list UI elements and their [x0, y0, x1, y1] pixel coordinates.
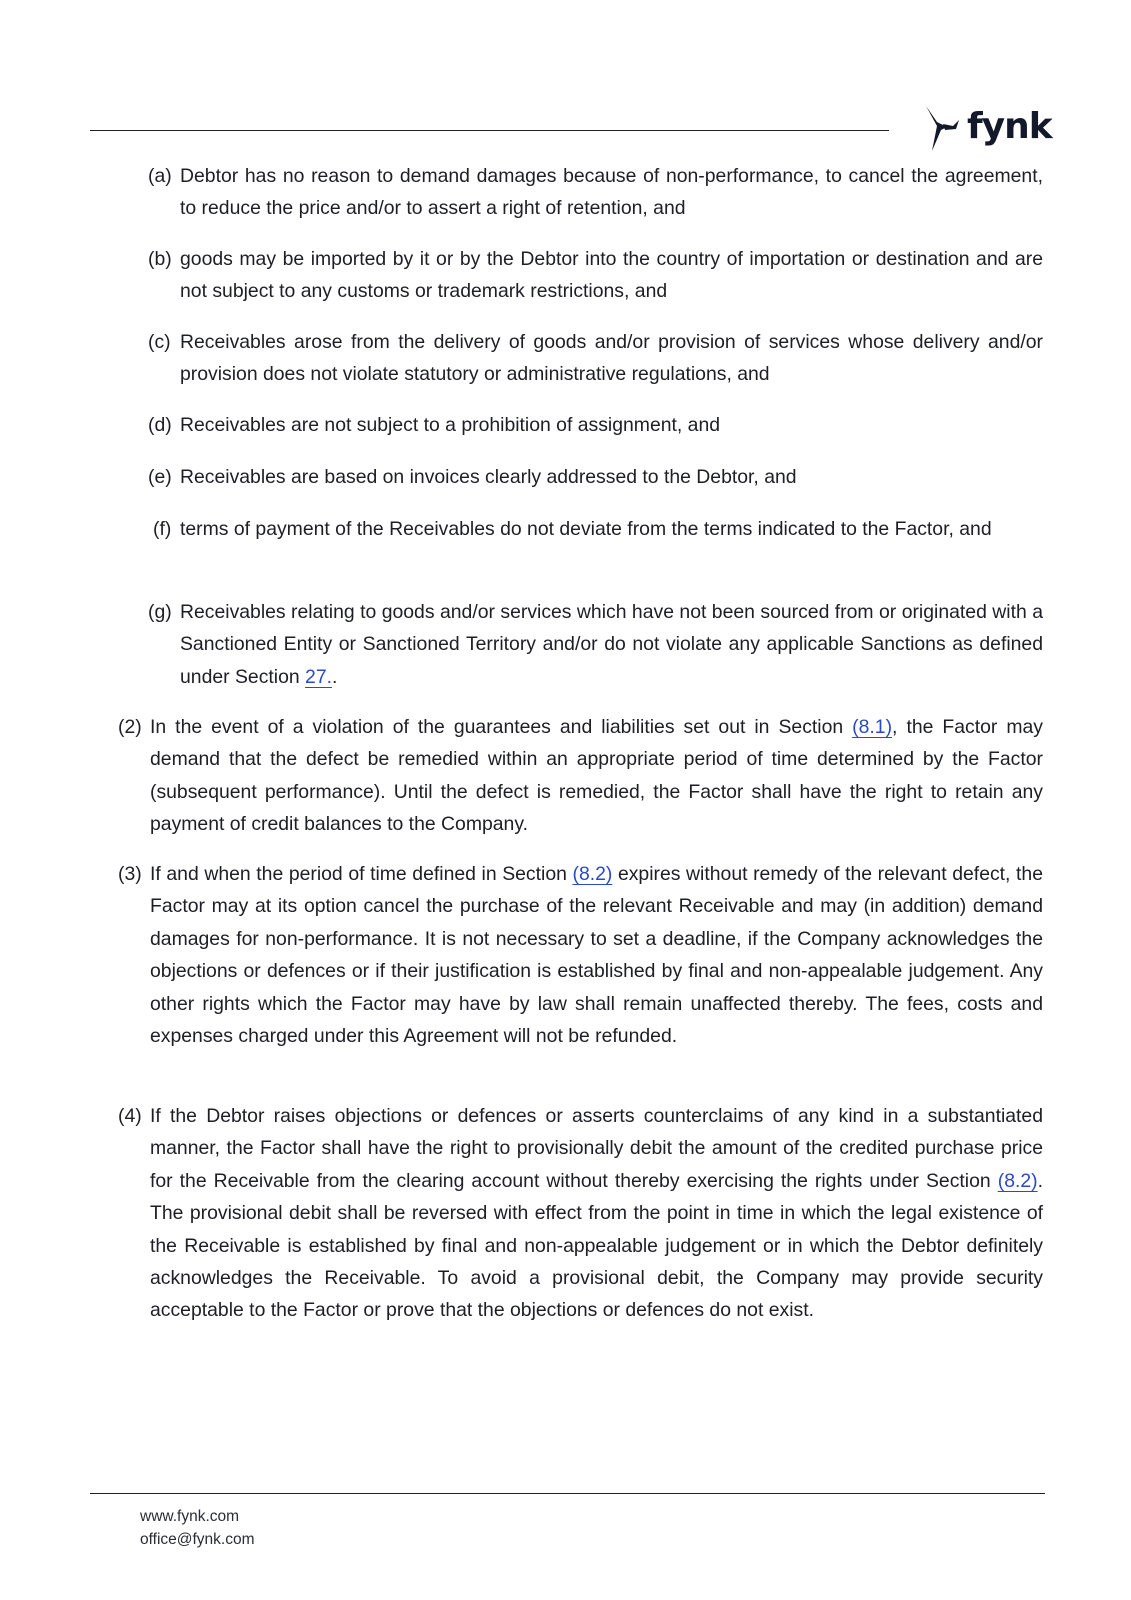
paragraph-marker: (3): [118, 863, 142, 885]
clause-text: Debtor has no reason to demand damages because of non-performance, to cancel the agreement, to reduce the price and/or to assert a right of retention, and: [180, 165, 1043, 220]
clause-marker: (a): [148, 165, 172, 187]
clause-marker: (c): [148, 331, 171, 353]
clause-text: Receivables arose from the delivery of goods and/or provision of services whose delivery and/or provision does not violate statutory or administrative regulations, and: [180, 331, 1043, 386]
clause-item: [148, 243, 1043, 308]
paragraph-marker: (2): [118, 716, 142, 738]
clause-item: [148, 326, 1043, 391]
footer: [140, 1505, 255, 1551]
paragraph-marker: (4): [118, 1105, 142, 1127]
footer-email-link[interactable]: office@fynk.com: [140, 1531, 255, 1548]
section-8-2-link[interactable]: (8.2): [572, 863, 613, 885]
bird-icon: [923, 104, 963, 154]
paragraph-item: [118, 711, 1043, 841]
clause-marker: (b): [148, 248, 172, 270]
section-8-2-link[interactable]: (8.2): [997, 1169, 1038, 1192]
clause-text: Receivables are not subject to a prohibition of assignment, and: [180, 414, 721, 436]
paragraph-item: [118, 858, 1043, 1052]
section-27-link[interactable]: 27.: [305, 665, 333, 688]
section-8-1-link[interactable]: (8.1): [852, 716, 893, 738]
footer-website-link[interactable]: www.fynk.com: [140, 1508, 240, 1525]
paragraph-text: If the Debtor raises objections or defences or asserts counterclaims of any kind in a substantiated manner, the Factor shall have the right to provisionally debit the amount of the credited purchase price for the Receivable from the clearing account without thereby exercising the rights under Section (8.2). The provisional debit shall be reversed with effect from the point in time in which the legal existence of the Receivable is established by final and non-appealable judgement or in which the Debtor definitely acknowledges the Receivable. To avoid a provisional debit, the Company may provide security acceptable to the Factor or prove that the objections or defences do not exist.: [150, 1105, 1043, 1322]
clause-marker: (e): [148, 466, 172, 488]
clause-marker: (g): [148, 601, 172, 623]
clause-item: [148, 160, 1043, 225]
fynk-logo: [923, 104, 1052, 154]
paragraph-text: In the event of a violation of the guarantees and liabilities set out in Section (8.1), the Factor may demand that the defect be remedied within an appropriate period of time determined by the Factor (subsequent performance). Until the defect is remedied, the Factor shall have the right to retain any payment of credit balances to the Company.: [150, 716, 1043, 836]
clause-text: Receivables are based on invoices clearly addressed to the Debtor, and: [180, 466, 797, 488]
footer-rule: [90, 1493, 1045, 1494]
clause-item: [148, 513, 1043, 545]
clause-item: [148, 596, 1043, 693]
paragraph-item: [118, 1100, 1043, 1327]
brand-name: fynk: [967, 105, 1052, 147]
clause-item: [148, 409, 1043, 441]
clause-item: [148, 461, 1043, 493]
clause-text: goods may be imported by it or by the Debtor into the country of importation or destination and are not subject to any customs or trademark restrictions, and: [180, 248, 1043, 303]
clause-text: terms of payment of the Receivables do not deviate from the terms indicated to the Factor, and: [180, 518, 992, 540]
header-rule: [90, 130, 889, 131]
clause-text: Receivables relating to goods and/or services which have not been sourced from or originated with a Sanctioned Entity or Sanctioned Territory and/or do not violate any applicable Sanctions as defined under Section 27..: [180, 601, 1043, 688]
clause-marker: (f): [153, 518, 172, 540]
paragraph-text: If and when the period of time defined in Section (8.2) expires without remedy of the relevant defect, the Factor may at its option cancel the purchase of the relevant Receivable and may (in addition) demand damages for non-performance. It is not necessary to set a deadline, if the Company acknowledges the objections or defences or if their justification is established by final and non-appealable judgement. Any other rights which the Factor may have by law shall remain unaffected thereby. The fees, costs and expenses charged under this Agreement will not be refunded.: [150, 863, 1043, 1048]
clause-marker: (d): [148, 414, 172, 436]
